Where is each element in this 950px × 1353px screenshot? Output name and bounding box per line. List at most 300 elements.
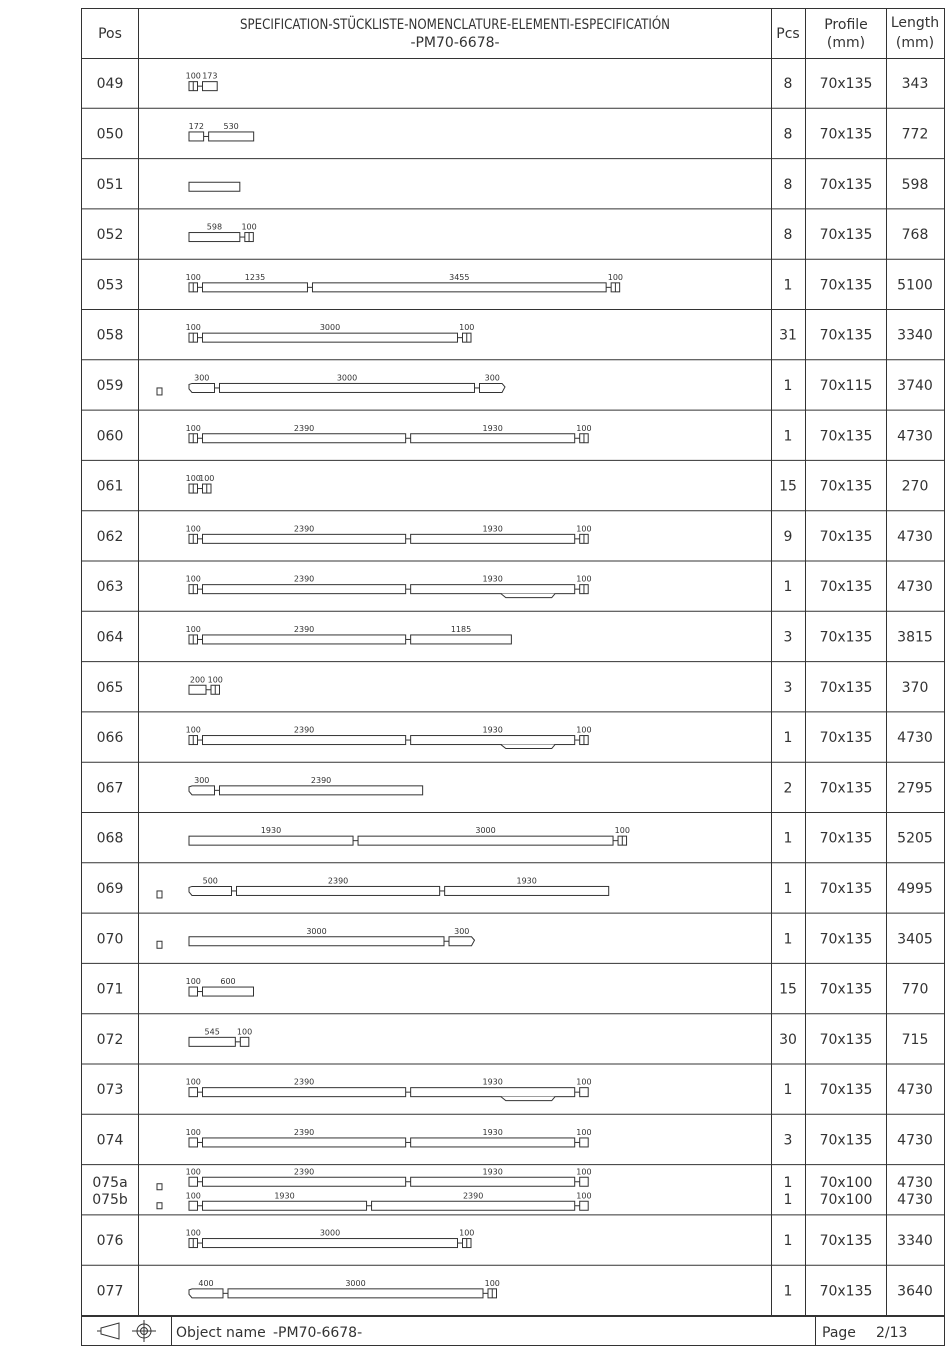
row-pos: 053 (96, 277, 124, 294)
row-length: 4730 (897, 528, 933, 545)
segment-length-label: 1235 (244, 272, 266, 282)
element-segment (186, 1191, 203, 1210)
header-pos: Pos (98, 26, 122, 42)
segment-length-label: 100 (185, 574, 201, 584)
element-drawing (186, 1229, 475, 1248)
table-row (81, 881, 945, 913)
section-mark-icon (157, 941, 162, 948)
page-label: Page (822, 1325, 856, 1341)
row-pos: 065 (96, 679, 124, 696)
element-drawing (186, 625, 512, 644)
element-segment (186, 72, 203, 91)
segment-length-label: 300 (194, 775, 210, 785)
element-segment (203, 977, 254, 996)
element-drawing (189, 927, 475, 946)
element-drawing (186, 575, 592, 598)
segment-length-label: 100 (185, 1127, 201, 1137)
element-segment (189, 826, 358, 845)
table-row (81, 780, 945, 812)
element-segment (189, 927, 449, 946)
element-segment (189, 1027, 240, 1046)
element-segment (186, 1078, 203, 1097)
segment-length-label: 598 (206, 222, 223, 232)
object-name-value: -PM70-6678- (273, 1325, 363, 1341)
segment-length-label: 100 (576, 1077, 592, 1087)
row-pos: 060 (96, 428, 124, 445)
element-segment (203, 575, 411, 594)
segment-length-label: 2390 (293, 1077, 315, 1087)
row-pos: 058 (96, 327, 124, 344)
element-drawing (189, 876, 609, 895)
row-length: 4730 (897, 579, 933, 596)
element-segment (411, 625, 512, 644)
row-profile: 70x135 (819, 327, 873, 344)
element-drawing (189, 373, 505, 392)
element-drawing (186, 323, 475, 342)
row-pos-2: 075b (92, 1191, 128, 1208)
row-profile: 70x135 (819, 931, 873, 948)
row-pcs: 2 (783, 780, 793, 797)
segment-length-label: 400 (198, 1278, 214, 1288)
element-segment (186, 1128, 203, 1147)
element-segment (576, 726, 591, 745)
element-segment (186, 625, 203, 644)
row-profile: 70x135 (819, 780, 873, 797)
row-length: 5100 (897, 277, 933, 294)
row-pos: 066 (96, 730, 124, 747)
segment-length-label: 1930 (482, 1167, 503, 1177)
element-segment (203, 424, 411, 443)
element-drawing (189, 776, 423, 795)
element-segment (411, 1078, 580, 1101)
row-pos: 061 (96, 478, 124, 495)
row-pcs: 30 (779, 1031, 797, 1048)
row-pos: 064 (96, 629, 124, 646)
element-segment (189, 122, 209, 141)
segment-length-label: 300 (454, 926, 470, 936)
sheet-footer (81, 1316, 945, 1346)
segment-length-label: 100 (241, 222, 257, 232)
element-segment (203, 1229, 463, 1248)
table-row (81, 680, 945, 712)
element-segment (189, 182, 240, 191)
segment-length-label: 100 (576, 1127, 592, 1137)
row-pcs: 8 (783, 126, 793, 143)
segment-length-label: 100 (185, 725, 201, 735)
row-length: 370 (901, 679, 929, 696)
segment-length-label: 3000 (319, 323, 341, 333)
element-segment (237, 876, 445, 895)
row-profile: 70x135 (819, 1132, 873, 1149)
element-drawing (189, 675, 223, 694)
segment-length-label: 3455 (449, 272, 470, 282)
row-profile: 70x135 (819, 528, 873, 545)
row-pos: 071 (96, 981, 124, 998)
table-header (98, 15, 939, 51)
element-segment (459, 323, 474, 342)
element-segment (576, 424, 591, 443)
row-length: 770 (901, 981, 929, 998)
segment-length-label: 100 (576, 524, 592, 534)
element-drawing (186, 726, 592, 749)
element-segment (203, 323, 463, 342)
segment-length-label: 2390 (293, 725, 315, 735)
row-length: 4730 (897, 1132, 933, 1149)
row-pcs: 1 (783, 277, 793, 294)
table-row (81, 529, 945, 561)
row-profile: 70x135 (819, 880, 873, 897)
element-segment (220, 373, 480, 392)
table-row (81, 982, 945, 1014)
row-pos: 068 (96, 830, 124, 847)
row-pcs: 8 (783, 76, 793, 93)
element-segment (186, 1229, 203, 1248)
row-length: 3740 (897, 377, 933, 394)
segment-length-label: 100 (185, 977, 201, 987)
row-profile: 70x135 (819, 1031, 873, 1048)
element-segment (186, 1167, 203, 1186)
row-pcs: 31 (779, 327, 797, 344)
segment-length-label: 100 (185, 423, 201, 433)
table-row (81, 629, 945, 661)
element-drawing (189, 1027, 252, 1046)
segment-length-label: 3000 (336, 373, 358, 383)
segment-length-label: 2390 (293, 574, 315, 584)
segment-length-label: 100 (185, 524, 201, 534)
row-length: 3405 (897, 931, 933, 948)
segment-length-label: 2390 (462, 1191, 484, 1201)
element-drawing (186, 273, 623, 292)
element-segment (209, 122, 254, 141)
row-profile: 70x135 (819, 277, 873, 294)
object-name-label: Object name (176, 1325, 266, 1341)
row-profile-2: 70x100 (819, 1191, 873, 1208)
segment-length-label: 100 (185, 1167, 201, 1177)
element-segment (480, 373, 506, 392)
segment-length-label: 3000 (345, 1278, 366, 1288)
element-drawing (189, 826, 630, 845)
segment-length-label: 2390 (293, 1127, 315, 1137)
row-pcs: 3 (783, 629, 793, 646)
segment-length-label: 2390 (293, 1167, 315, 1177)
row-pcs: 15 (779, 981, 797, 998)
element-drawing (186, 524, 592, 543)
specification-sheet (81, 8, 945, 1348)
row-pos: 052 (96, 227, 124, 244)
element-segment (241, 223, 256, 242)
spec-rows (81, 8, 945, 1316)
table-row (81, 227, 945, 259)
row-pcs: 3 (783, 1132, 793, 1149)
element-segment (459, 1229, 474, 1248)
element-drawing (186, 977, 254, 996)
element-drawing (189, 223, 257, 242)
row-pcs: 8 (783, 227, 793, 244)
element-drawing (186, 424, 592, 443)
element-segment (411, 1167, 580, 1186)
row-pos: 070 (96, 931, 124, 948)
segment-length-label: 100 (199, 474, 215, 484)
segment-length-label: 1930 (516, 876, 537, 886)
row-profile: 70x135 (819, 981, 873, 998)
row-length: 3815 (897, 629, 933, 646)
section-mark-icon (157, 1203, 162, 1209)
row-pcs: 3 (783, 679, 793, 696)
segment-length-label: 1930 (482, 1077, 503, 1087)
element-segment (189, 223, 245, 242)
table-row (81, 328, 945, 360)
row-pos: 072 (96, 1031, 124, 1048)
row-pcs: 1 (783, 1174, 793, 1191)
segment-length-label: 100 (576, 725, 592, 735)
element-segment (358, 826, 618, 845)
row-profile: 70x135 (819, 830, 873, 847)
segment-length-label: 545 (204, 1027, 220, 1037)
table-row (81, 1132, 945, 1164)
element-segment (203, 1078, 411, 1097)
segment-length-label: 300 (194, 373, 210, 383)
element-segment (189, 876, 237, 895)
row-profile: 70x135 (819, 428, 873, 445)
row-profile: 70x135 (819, 478, 873, 495)
header-profile-line2: (mm) (826, 35, 866, 51)
element-segment (189, 1279, 228, 1298)
row-pos: 049 (96, 76, 124, 93)
element-segment (237, 1027, 252, 1046)
segment-length-label: 100 (576, 574, 592, 584)
element-drawing (186, 1078, 592, 1101)
row-profile: 70x115 (819, 377, 873, 394)
row-profile: 70x135 (819, 1082, 873, 1099)
element-segment (485, 1279, 500, 1298)
segment-length-label: 100 (185, 624, 201, 634)
row-length-2: 4730 (897, 1191, 933, 1208)
segment-length-label: 2390 (293, 423, 315, 433)
segment-length-label: 100 (185, 272, 201, 282)
section-mark-icon (157, 388, 162, 395)
element-segment (372, 1191, 580, 1210)
row-length: 3640 (897, 1283, 933, 1300)
segment-length-label: 2390 (327, 876, 349, 886)
segment-length-label: 1930 (482, 423, 503, 433)
element-segment (576, 524, 591, 543)
row-length: 2795 (897, 780, 933, 797)
row-profile: 70x135 (819, 126, 873, 143)
element-segment (199, 474, 214, 493)
row-pos: 077 (96, 1283, 124, 1300)
row-pos: 050 (96, 126, 124, 143)
segment-length-label: 100 (607, 272, 624, 282)
row-length: 715 (901, 1031, 929, 1048)
segment-length-label: 530 (223, 121, 239, 131)
header-title-line2: -PM70-6678- (410, 35, 500, 51)
segment-length-label: 100 (576, 423, 592, 433)
row-pcs: 1 (783, 730, 793, 747)
segment-length-label: 100 (185, 1228, 201, 1238)
header-length-line1: Length (890, 15, 940, 31)
row-length: 3340 (897, 1233, 933, 1250)
table-row (81, 1233, 945, 1265)
row-pcs: 1 (783, 428, 793, 445)
row-length: 343 (901, 76, 929, 93)
row-pcs: 1 (783, 830, 793, 847)
header-pcs: Pcs (776, 26, 800, 42)
element-segment (445, 876, 609, 895)
element-segment (203, 1167, 411, 1186)
element-segment (186, 575, 203, 594)
element-segment (203, 625, 411, 644)
element-drawing (189, 182, 240, 191)
element-segment (615, 826, 630, 845)
segment-length-label: 2390 (310, 775, 332, 785)
element-segment (203, 1128, 411, 1147)
element-segment (189, 373, 220, 392)
table-row (81, 378, 945, 410)
element-segment (312, 273, 611, 292)
segment-length-label: 100 (185, 474, 201, 484)
section-mark-icon (157, 891, 162, 898)
element-segment (411, 726, 580, 749)
table-row (81, 1032, 945, 1064)
row-pcs-2: 1 (783, 1191, 793, 1208)
row-length: 3340 (897, 327, 933, 344)
element-segment (186, 424, 203, 443)
segment-length-label: 100 (484, 1278, 500, 1288)
element-drawing (189, 122, 254, 141)
segment-length-label: 3000 (319, 1228, 341, 1238)
segment-length-label: 1930 (482, 1127, 503, 1137)
row-profile: 70x135 (819, 176, 873, 193)
row-pos: 076 (96, 1233, 124, 1250)
row-profile: 70x100 (819, 1174, 873, 1191)
element-segment (449, 927, 475, 946)
segment-length-label: 1930 (482, 524, 503, 534)
element-segment (202, 72, 217, 91)
segment-length-label: 300 (484, 373, 500, 383)
element-segment (208, 675, 223, 694)
row-pcs: 1 (783, 880, 793, 897)
header-title-line1: SPECIFICATION-STÜCKLISTE-NOMENCLATURE-ELEMENTI-ESPECIFICATIÓN (240, 17, 750, 33)
row-length: 772 (901, 126, 929, 143)
segment-length-label: 100 (459, 323, 475, 333)
segment-length-label: 1930 (260, 826, 282, 836)
row-pos: 073 (96, 1082, 124, 1099)
row-profile: 70x135 (819, 629, 873, 646)
row-length: 270 (901, 478, 929, 495)
header-profile-line1: Profile (824, 17, 868, 33)
element-segment (576, 1191, 591, 1210)
row-pcs: 1 (783, 377, 793, 394)
page-number: 2/13 (876, 1325, 908, 1341)
element-drawing-2 (186, 1191, 592, 1210)
element-drawing (186, 474, 215, 493)
section-mark-icon (157, 1184, 162, 1190)
row-profile: 70x135 (819, 730, 873, 747)
element-segment (203, 726, 411, 745)
table-row (81, 76, 945, 108)
row-pos: 063 (96, 579, 124, 596)
table-row (81, 931, 945, 963)
row-profile: 70x135 (819, 1233, 873, 1250)
element-segment (186, 524, 203, 543)
segment-length-label: 100 (576, 1191, 592, 1201)
element-segment (186, 323, 203, 342)
element-drawing (186, 1128, 592, 1147)
table-row (81, 126, 945, 158)
element-segment (189, 776, 220, 795)
table-row (81, 428, 945, 460)
segment-length-label: 100 (576, 1167, 592, 1177)
segment-length-label: 1930 (482, 725, 503, 735)
row-profile: 70x135 (819, 76, 873, 93)
element-segment (186, 273, 203, 292)
element-drawing (186, 1167, 592, 1186)
table-row (81, 177, 945, 209)
element-segment (203, 273, 313, 292)
segment-length-label: 2390 (293, 624, 315, 634)
row-pos: 059 (96, 377, 124, 394)
row-pos: 069 (96, 880, 124, 897)
table-row (81, 1283, 945, 1315)
segment-length-label: 172 (188, 121, 204, 131)
row-pos: 074 (96, 1132, 124, 1149)
segment-length-label: 3000 (306, 926, 327, 936)
element-drawing (186, 72, 218, 91)
segment-length-label: 100 (185, 323, 201, 333)
header-length-line2: (mm) (895, 35, 935, 51)
table-row (81, 277, 945, 309)
row-length: 4730 (897, 1174, 933, 1191)
element-segment (186, 977, 203, 996)
row-pcs: 1 (783, 1082, 793, 1099)
element-segment (411, 424, 580, 443)
row-pos: 051 (96, 176, 124, 193)
row-length: 4730 (897, 730, 933, 747)
element-segment (411, 575, 580, 598)
table-row (81, 831, 945, 863)
element-segment (608, 273, 623, 292)
row-pcs: 1 (783, 931, 793, 948)
row-profile: 70x135 (819, 1283, 873, 1300)
element-segment (411, 1128, 580, 1147)
row-pcs: 1 (783, 1283, 793, 1300)
segment-length-label: 100 (185, 1077, 201, 1087)
segment-length-label: 100 (207, 675, 223, 685)
row-pcs: 9 (783, 528, 793, 545)
segment-length-label: 2390 (293, 524, 315, 534)
element-segment (411, 524, 580, 543)
segment-length-label: 3000 (475, 826, 496, 836)
row-profile: 70x135 (819, 579, 873, 596)
row-pos: 062 (96, 528, 124, 545)
element-segment (576, 1078, 591, 1097)
segment-length-label: 173 (202, 71, 218, 81)
segment-length-label: 1930 (274, 1191, 295, 1201)
segment-length-label: 1930 (482, 574, 503, 584)
element-segment (576, 1167, 591, 1186)
segment-length-label: 200 (189, 675, 206, 685)
segment-length-label: 500 (202, 876, 218, 886)
element-segment (228, 1279, 488, 1298)
element-segment (203, 524, 411, 543)
element-segment (220, 776, 423, 795)
row-pcs: 1 (783, 1233, 793, 1250)
row-profile: 70x135 (819, 227, 873, 244)
segment-length-label: 100 (614, 826, 630, 836)
table-row (81, 479, 945, 511)
row-pcs: 1 (783, 579, 793, 596)
element-segment (576, 575, 591, 594)
